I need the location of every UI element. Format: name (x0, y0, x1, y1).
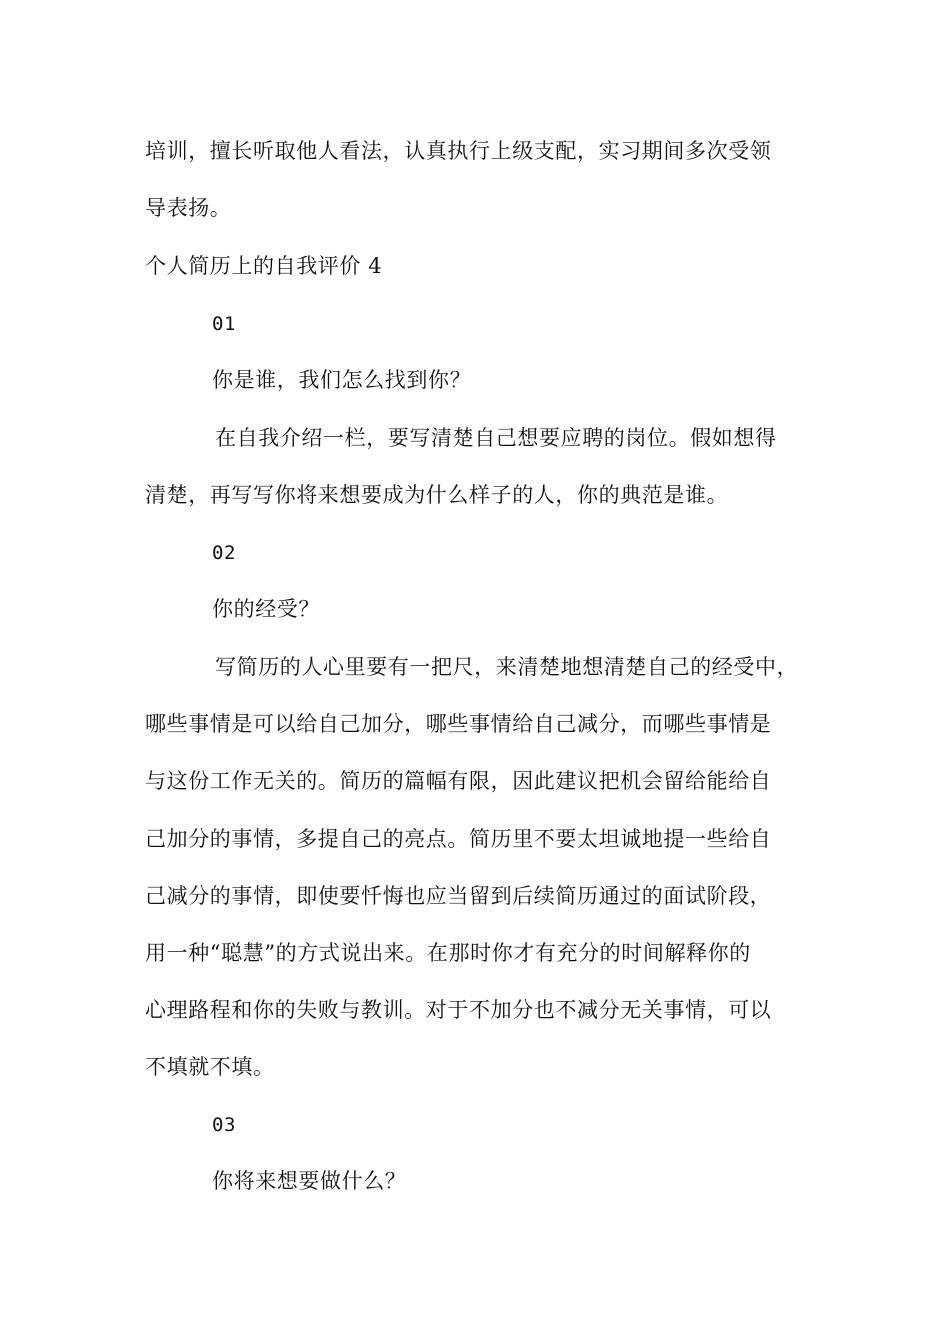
item-2-body-line-5: 己减分的事情，即使要忏悔也应当留到后续简历通过的面试阶段， (145, 884, 772, 908)
item-2-body-line-3: 与这份工作无关的。简历的篇幅有限，因此建议把机会留给能给自 (145, 769, 772, 793)
item-3-question: 你将来想要做什么？ (212, 1169, 407, 1193)
item-2-body-line-1: 写简历的人心里要有一把尺，来清楚地想清楚自己的经受中， (215, 655, 799, 679)
section-title: 个人简历上的自我评价 4 (145, 254, 383, 278)
intro-line-1: 培训，擅长听取他人看法，认真执行上级支配，实习期间多次受领 (145, 139, 772, 163)
item-2-number: 02 (212, 542, 236, 564)
item-2-body-line-2: 哪些事情是可以给自己加分，哪些事情给自己减分，而哪些事情是 (145, 712, 772, 736)
item-1-number: 01 (212, 313, 236, 335)
item-1-body-line-1: 在自我介绍一栏，要写清楚自己想要应聘的岗位。假如想得 (215, 426, 777, 450)
item-2-body-line-8: 不填就不填。 (145, 1055, 275, 1079)
item-1-body-line-2: 清楚，再写写你将来想要成为什么样子的人，你的典范是谁。 (145, 483, 729, 507)
item-2-question: 你的经受？ (212, 597, 320, 621)
intro-line-2: 导表扬。 (145, 196, 232, 220)
item-2-body-line-4: 己加分的事情，多提自己的亮点。简历里不要太坦诚地提一些给自 (145, 827, 772, 851)
item-1-question: 你是谁，我们怎么找到你？ (212, 368, 472, 392)
item-2-body-line-6: 用一种“聪慧”的方式说出来。在那时你才有充分的时间解释你的 (145, 941, 751, 965)
item-3-number: 03 (212, 1114, 236, 1136)
item-2-body-line-7: 心理路程和你的失败与教训。对于不加分也不减分无关事情，可以 (145, 998, 772, 1022)
